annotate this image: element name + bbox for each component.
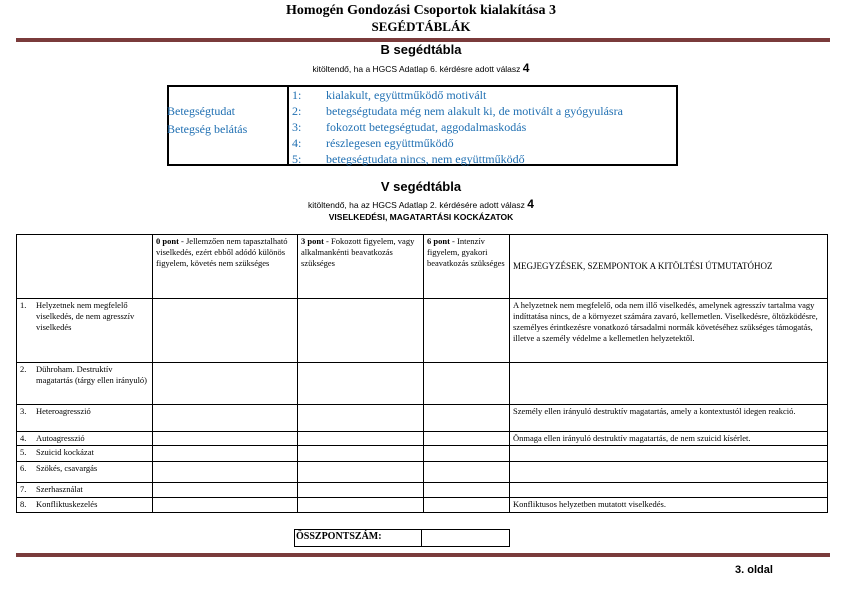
row-note: A helyzetnek nem megfelelő, oda nem illő viselkedés, amelynek agresszív tartalma vagy indíttatása nincs, de a környezet számára zavaró, kellemetlen. Viselkedésre, öltözködésre, személyes érintkezésre vonatkozó társadalmi normák követéséhez szükséges támogatás, illetve a személy védelme a kellemetlen helyzetektől. bbox=[510, 299, 828, 363]
b-table-note-text: kitöltendő, ha a HGCS Adatlap 6. kérdésre adott válasz bbox=[312, 64, 521, 74]
b-option-text: betegségtudata még nem alakult ki, de motivált a gyógyulásra bbox=[326, 104, 623, 118]
b-option-text: fokozott betegségtudat, aggodalmaskodás bbox=[326, 120, 527, 134]
score-cell-0[interactable] bbox=[153, 432, 298, 446]
score-cell-3[interactable] bbox=[298, 462, 424, 483]
v-table bbox=[16, 234, 828, 513]
row-note: Személy ellen irányuló destruktív magatartás, amely a kontextustól idegen reakció. bbox=[510, 405, 828, 432]
b-table-title: B segédtábla bbox=[380, 42, 462, 57]
row-number: 5. bbox=[20, 447, 27, 457]
v-table-note bbox=[0, 197, 842, 211]
header-empty bbox=[17, 235, 153, 299]
b-option-number: 4: bbox=[292, 136, 302, 150]
b-option bbox=[292, 87, 682, 103]
b-option-text: részlegesen együttműködő bbox=[326, 136, 454, 150]
row-note: Konfliktusos helyzetben mutatott viselkedés. bbox=[510, 498, 828, 513]
document-subtitle: SEGÉDTÁBLÁK bbox=[371, 19, 471, 34]
row-label-cell bbox=[17, 498, 153, 513]
score-cell-3[interactable] bbox=[298, 446, 424, 462]
header-megjegyzesek: MEGJEGYZÉSEK, SZEMPONTOK A KITÖLTÉSI ÚTMUTATÓHOZ bbox=[510, 235, 828, 299]
row-label-cell bbox=[17, 462, 153, 483]
table-row bbox=[17, 299, 828, 363]
b-table-note bbox=[0, 61, 842, 75]
score-cell-6[interactable] bbox=[424, 462, 510, 483]
row-label-cell bbox=[17, 363, 153, 405]
v-table-note-text: kitöltendő, ha az HGCS Adatlap 2. kérdésére adott válasz bbox=[308, 200, 525, 210]
score-cell-0[interactable] bbox=[153, 462, 298, 483]
row-note bbox=[510, 483, 828, 498]
table-row bbox=[17, 498, 828, 513]
row-label: Dühroham. Destruktív magatartás (tárgy ellen irányuló) bbox=[36, 364, 148, 385]
total-divider bbox=[421, 529, 422, 547]
v-table-header-row bbox=[17, 235, 828, 299]
row-label: Helyzetnek nem megfelelő viselkedés, de nem agresszív viselkedés bbox=[36, 300, 135, 332]
score-cell-3[interactable] bbox=[298, 363, 424, 405]
b-option-text: betegségtudata nincs, nem együttműködő bbox=[326, 152, 525, 166]
b-option bbox=[292, 135, 682, 151]
score-cell-6[interactable] bbox=[424, 498, 510, 513]
table-row bbox=[17, 462, 828, 483]
row-note bbox=[510, 363, 828, 405]
score-cell-6[interactable] bbox=[424, 432, 510, 446]
row-label: Szökés, csavargás bbox=[36, 463, 98, 473]
b-label-betegsegtudat: Betegségtudat bbox=[167, 104, 235, 118]
table-row bbox=[17, 483, 828, 498]
row-number: 8. bbox=[20, 499, 27, 509]
table-row bbox=[17, 405, 828, 432]
b-option-number: 3: bbox=[292, 120, 302, 134]
header-3-pont: 3 pont - Fokozott figyelem, vagy alkalmankénti beavatkozás szükséges bbox=[298, 235, 424, 299]
b-option-number: 5: bbox=[292, 152, 302, 166]
score-cell-0[interactable] bbox=[153, 483, 298, 498]
document-title: Homogén Gondozási Csoportok kialakítása 3 bbox=[286, 3, 556, 18]
row-label: Autoagresszió bbox=[36, 433, 85, 443]
table-row bbox=[17, 432, 828, 446]
score-cell-6[interactable] bbox=[424, 483, 510, 498]
score-cell-6[interactable] bbox=[424, 446, 510, 462]
row-label-cell bbox=[17, 432, 153, 446]
b-option bbox=[292, 151, 682, 167]
row-label: Heteroagresszió bbox=[36, 406, 91, 416]
score-cell-3[interactable] bbox=[298, 483, 424, 498]
table-row bbox=[17, 363, 828, 405]
row-number: 3. bbox=[20, 406, 27, 416]
row-number: 1. bbox=[20, 300, 27, 310]
row-label: Konfliktuskezelés bbox=[36, 499, 98, 509]
score-cell-3[interactable] bbox=[298, 299, 424, 363]
score-cell-6[interactable] bbox=[424, 363, 510, 405]
header-6-pont: 6 pont - Intenzív figyelem, gyakori beavatkozás szükséges bbox=[424, 235, 510, 299]
score-cell-0[interactable] bbox=[153, 405, 298, 432]
row-label-cell bbox=[17, 483, 153, 498]
b-table-divider bbox=[287, 85, 289, 166]
score-cell-3[interactable] bbox=[298, 498, 424, 513]
v-table-note-value: 4 bbox=[527, 197, 534, 211]
row-label: Szuicid kockázat bbox=[36, 447, 94, 457]
row-note bbox=[510, 462, 828, 483]
page-number: 3. oldal bbox=[735, 564, 773, 576]
row-number: 4. bbox=[20, 433, 27, 443]
b-option bbox=[292, 103, 682, 119]
row-number: 7. bbox=[20, 484, 27, 494]
score-cell-6[interactable] bbox=[424, 299, 510, 363]
row-note bbox=[510, 446, 828, 462]
row-label-cell bbox=[17, 299, 153, 363]
b-option bbox=[292, 119, 682, 135]
total-label: ÖSSZPONTSZÁM: bbox=[296, 531, 382, 542]
score-cell-3[interactable] bbox=[298, 432, 424, 446]
score-cell-0[interactable] bbox=[153, 363, 298, 405]
b-option-number: 2: bbox=[292, 104, 302, 118]
v-table-title: V segédtábla bbox=[380, 179, 462, 194]
row-label-cell bbox=[17, 446, 153, 462]
score-cell-0[interactable] bbox=[153, 299, 298, 363]
score-cell-0[interactable] bbox=[153, 446, 298, 462]
v-table-caption: VISELKEDÉSI, MAGATARTÁSI KOCKÁZATOK bbox=[328, 212, 514, 222]
bottom-rule bbox=[16, 553, 830, 557]
b-table-note-value: 4 bbox=[522, 61, 530, 75]
row-number: 2. bbox=[20, 364, 27, 374]
table-row bbox=[17, 446, 828, 462]
row-label-cell bbox=[17, 405, 153, 432]
header-0-pont: 0 pont - Jellemzően nem tapasztalható viselkedés, ezért ebből adódó különös figyelem, követés nem szükséges bbox=[153, 235, 298, 299]
b-option-text: kialakult, együttműködő motivált bbox=[326, 88, 487, 102]
row-label: Szerhasználat bbox=[36, 484, 83, 494]
row-number: 6. bbox=[20, 463, 27, 473]
score-cell-6[interactable] bbox=[424, 405, 510, 432]
row-note: Önmaga ellen irányuló destruktív magatartás, de nem szuicid kísérlet. bbox=[510, 432, 828, 446]
b-label-betegseg-belatas: Betegség belátás bbox=[167, 122, 248, 136]
total-value[interactable] bbox=[424, 531, 508, 545]
score-cell-0[interactable] bbox=[153, 498, 298, 513]
score-cell-3[interactable] bbox=[298, 405, 424, 432]
b-option-number: 1: bbox=[292, 88, 302, 102]
